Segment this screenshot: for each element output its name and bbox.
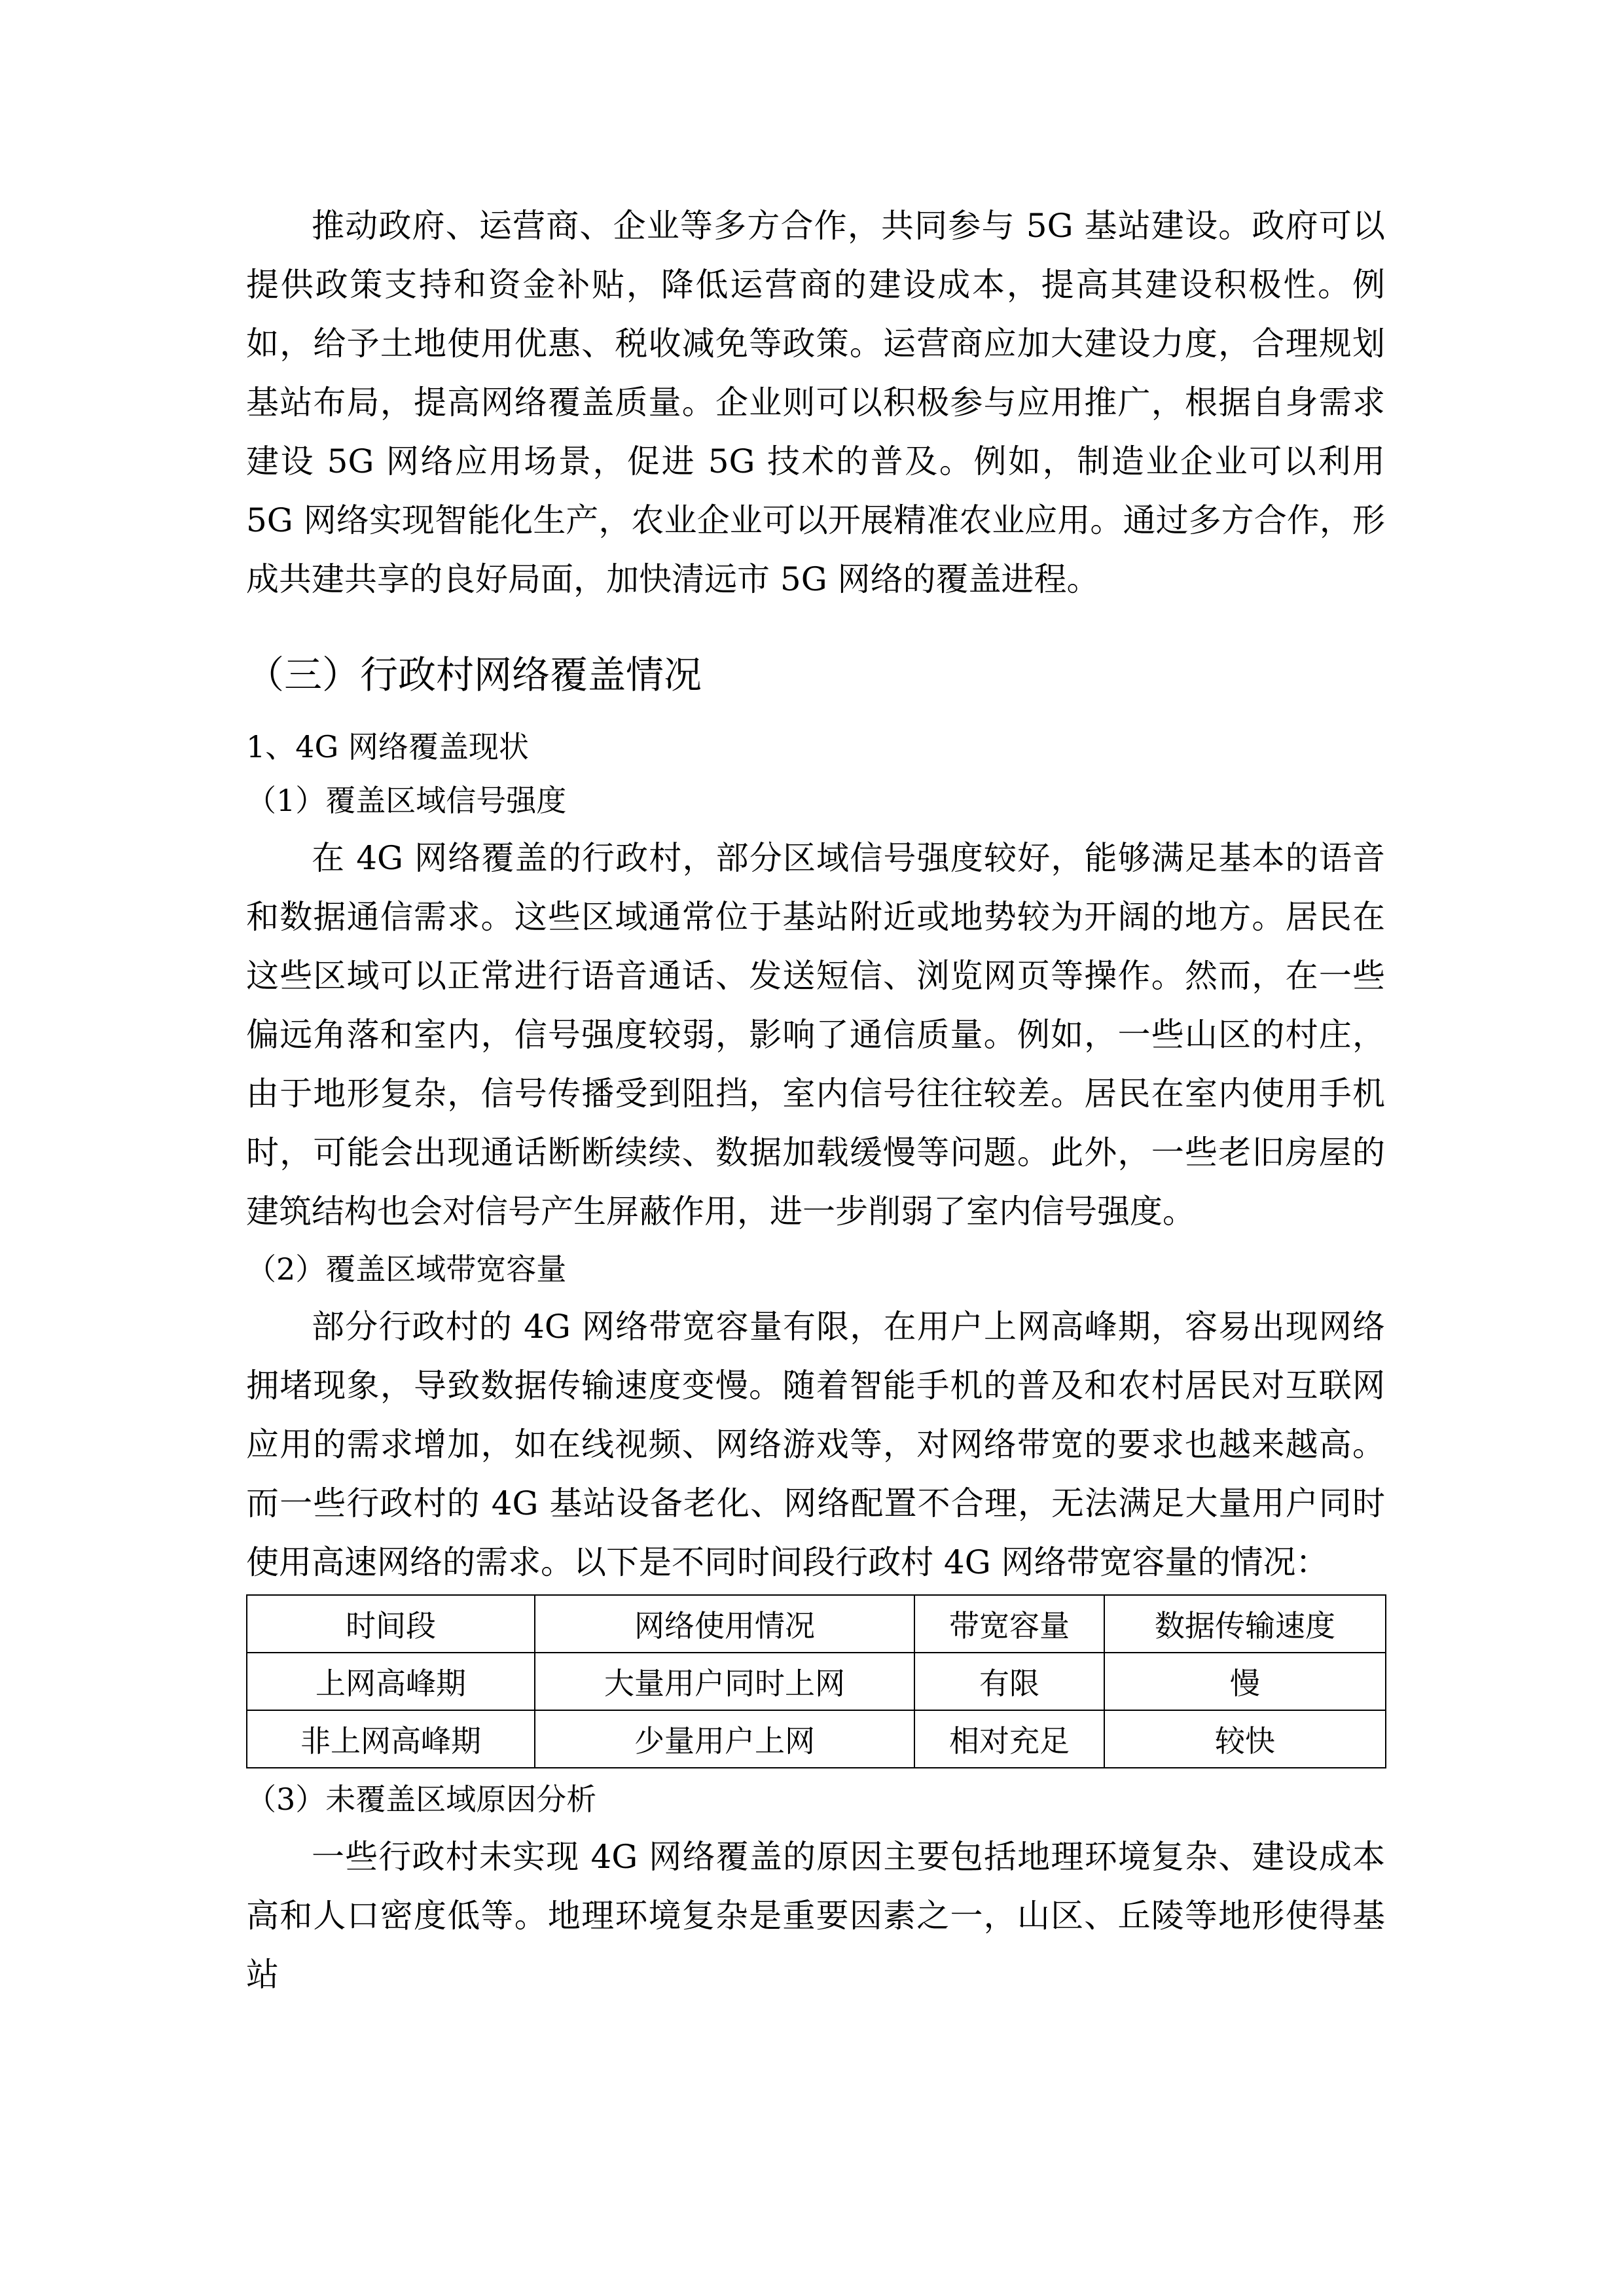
section-heading-village-coverage: （三）行政村网络覆盖情况 — [246, 653, 702, 697]
table-header-cell: 数据传输速度 — [1104, 1595, 1386, 1653]
table-header-cell: 带宽容量 — [914, 1595, 1104, 1653]
item-heading-uncovered-reasons: （3）未覆盖区域原因分析 — [246, 1782, 597, 1817]
table-cell: 上网高峰期 — [247, 1653, 535, 1710]
table-row — [247, 1653, 1386, 1710]
paragraph-signal-strength: 在 4G 网络覆盖的行政村，部分区域信号强度较好，能够满足基本的语音和数据通信需求。这些区域通常位于基站附近或地势较为开阔的地方。居民在这些区域可以正常进行语音通话、发送短信、浏览网页等操作。然而，在一些偏远角落和室内，信号强度较弱，影响了通信质量。例如，一些山区的村庄，由于地形复杂，信号传播受到阻挡，室内信号往往较差。居民在室内使用手机时，可能会出现通话断断续续、数据加载缓慢等问题。此外，一些老旧房屋的建筑结构也会对信号产生屏蔽作用，进一步削弱了室内信号强度。 — [246, 839, 1385, 1230]
table-cell: 大量用户同时上网 — [535, 1653, 914, 1710]
table-cell: 非上网高峰期 — [247, 1710, 535, 1768]
table-cell: 相对充足 — [914, 1710, 1104, 1768]
table-header-row — [247, 1595, 1386, 1653]
table-cell: 有限 — [914, 1653, 1104, 1710]
subheading-4g-status: 1、4G 网络覆盖现状 — [246, 729, 529, 764]
item-heading-signal-strength: （1）覆盖区域信号强度 — [246, 783, 567, 818]
table-cell: 慢 — [1104, 1653, 1386, 1710]
table-header-cell: 网络使用情况 — [535, 1595, 914, 1653]
page-content — [246, 196, 1385, 2004]
table-row — [247, 1710, 1386, 1768]
item-heading-bandwidth: （2）覆盖区域带宽容量 — [246, 1251, 567, 1287]
paragraph-5g-cooperation: 推动政府、运营商、企业等多方合作，共同参与 5G 基站建设。政府可以提供政策支持和资金补贴，降低运营商的建设成本，提高其建设积极性。例如，给予土地使用优惠、税收减免等政策。运营商应加大建设力度，合理规划基站布局，提高网络覆盖质量。企业则可以积极参与应用推广，根据自身需求建设 5G 网络应用场景，促进 5G 技术的普及。例如，制造业企业可以利用 5G 网络实现智能化生产，农业企业可以开展精准农业应用。通过多方合作，形成共建共享的良好局面，加快清远市 5G 网络的覆盖进程。 — [246, 207, 1385, 598]
table-cell: 较快 — [1104, 1710, 1386, 1768]
table-header-cell: 时间段 — [247, 1595, 535, 1653]
paragraph-bandwidth: 部分行政村的 4G 网络带宽容量有限，在用户上网高峰期，容易出现网络拥堵现象，导致数据传输速度变慢。随着智能手机的普及和农村居民对互联网应用的需求增加，如在线视频、网络游戏等，对网络带宽的要求也越来越高。而一些行政村的 4G 基站设备老化、网络配置不合理，无法满足大量用户同时使用高速网络的需求。以下是不同时间段行政村 4G 网络带宽容量的情况： — [246, 1308, 1385, 1581]
paragraph-uncovered-reasons: 一些行政村未实现 4G 网络覆盖的原因主要包括地理环境复杂、建设成本高和人口密度低等。地理环境复杂是重要因素之一，山区、丘陵等地形使得基站 — [246, 1838, 1385, 1994]
table-cell: 少量用户上网 — [535, 1710, 914, 1768]
bandwidth-table — [246, 1594, 1386, 1768]
